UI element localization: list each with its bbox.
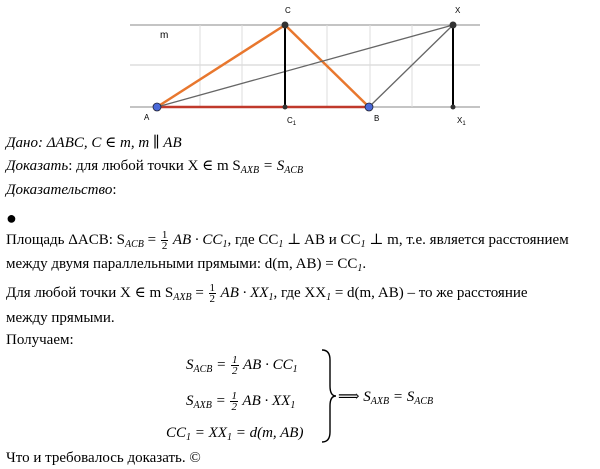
distance-line: между двумя параллельными прямыми: d(m, $AB) = CC_1$. [6,256,367,274]
label-c: C [285,6,291,15]
qed-line: Что и требовалось доказать. © [6,450,201,466]
point-b [365,103,373,111]
label-x: X [455,6,461,15]
between-lines: между прямыми. [6,310,115,326]
bullet: ● [6,208,17,228]
label-c1: $C_1$ [287,116,297,127]
curly-brace [318,348,338,444]
label-x1: $X_1$ [457,116,466,127]
label-m: m [160,30,169,41]
fraction-half: $\frac{1}{2}$ [231,390,237,413]
fraction-half: $\frac{1}{2}$ [161,229,168,252]
fraction-half: $\frac{1}{2}$ [209,282,216,305]
point-a [153,103,161,111]
point-c1 [283,105,288,110]
geometry-figure [0,0,600,128]
label-a: A [144,113,150,122]
system-row-2: $S_{AXB}$ = $\frac{1}{2}$ AB · $XX_1$ [186,390,296,413]
segment-ax [157,25,453,107]
get-label: Получаем: [6,332,74,348]
prove-line: Доказать: для любой точки X ∈ m $S_{AXB} = S_{ACB}$ [6,158,304,176]
proof-heading: Доказательство: [6,182,117,198]
label-b: B [374,114,380,123]
fraction-half: $\frac{1}{2}$ [232,354,238,377]
point-x [450,22,457,29]
area-line: Площадь ΔACB: $S_{ACB}$ = $\frac{1}{2}$ AB · $CC_1$, где $CC_1$ ⊥ AB и $CC_1$ ⊥ m, т.е. является расстоянием [6,229,569,252]
system-row-1: $S_{ACB}$ = $\frac{1}{2}$ AB · $CC_1$ [186,354,298,377]
segment-ac [157,25,285,107]
equation-system [166,347,338,447]
system-row-3: $CC_1 = XX_1 = d(m$, AB) [166,425,304,443]
given-line: Дано: ΔABC, C ∈ m, m ∥ AB [6,135,182,151]
point-c [282,22,289,29]
result-equation: ⟹ $S_{AXB} = S_{ACB}$ [338,389,434,407]
point-x1 [451,105,456,110]
any-point-line: Для любой точки X ∈ m $S_{AXB}$ = $\frac{1}{2}$ AB · $XX_1$, где $XX_1 = d(m$, AB) – то же расстояние [6,282,528,305]
